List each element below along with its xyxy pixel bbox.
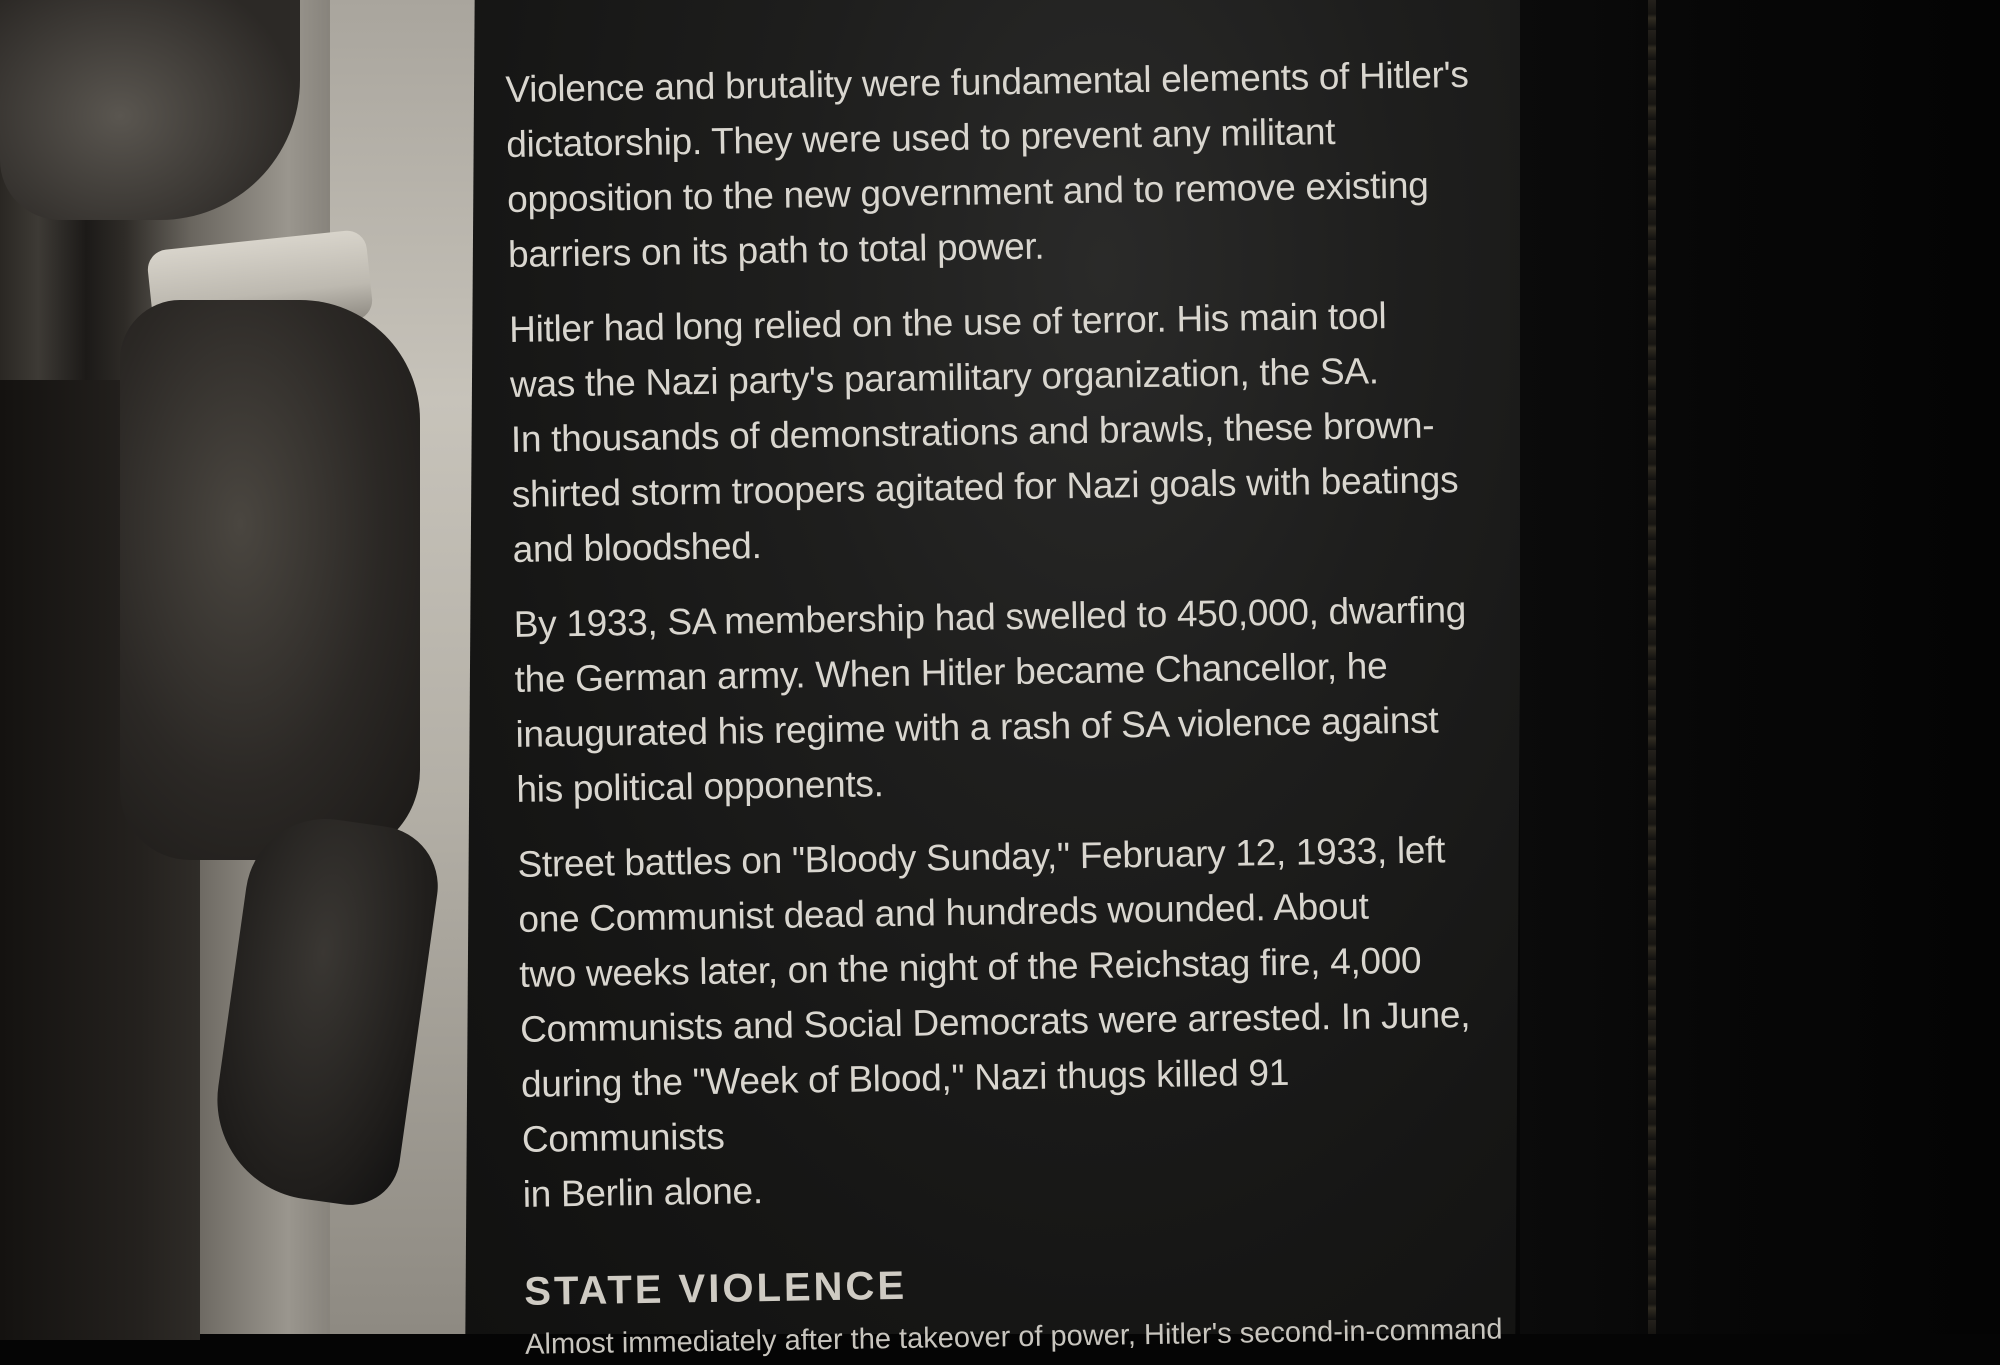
paragraph-4: Street battles on "Bloody Sunday," February 12, 1933, left one Communist dead and hundreds wounded. About two weeks later, on the night of the Reichstag fire, 4,000 Communists and Social Democrats were arrested. In June, during the "Week of Blood," Nazi thugs killed 91 Communists in Berlin alone. xyxy=(517,829,1471,1215)
section-heading: STATE VIOLENCE xyxy=(523,1263,908,1314)
photo-sleeve xyxy=(120,300,420,860)
section-intro-line: Almost immediately after the takeover of power, Hitler's second-in-command xyxy=(524,1313,1503,1361)
dark-wall xyxy=(1520,0,2000,1334)
archival-photo xyxy=(0,0,480,1334)
panel-edge-strip xyxy=(1648,0,1656,1334)
exhibit-text xyxy=(505,47,1505,1365)
paragraph-1: Violence and brutality were fundamental elements of Hitler's dictatorship. They were used to prevent any militant opposition to the new government and to remove existing barriers on its path to total power. xyxy=(505,53,1469,275)
paragraph-3: By 1933, SA membership had swelled to 450,000, dwarfing the German army. When Hitler became Chancellor, he inaugurated his regime with a rash of SA violence against his political opponents. xyxy=(513,588,1467,810)
photo-figure-shoulder xyxy=(0,0,300,220)
paragraph-2: Hitler had long relied on the use of terror. His main tool was the Nazi party's paramilitary organization, the SA. In thousands of demonstrations and brawls, these brown- shirted storm troopers agitated for Nazi goals with beatings and bloodshed. xyxy=(508,295,1459,570)
